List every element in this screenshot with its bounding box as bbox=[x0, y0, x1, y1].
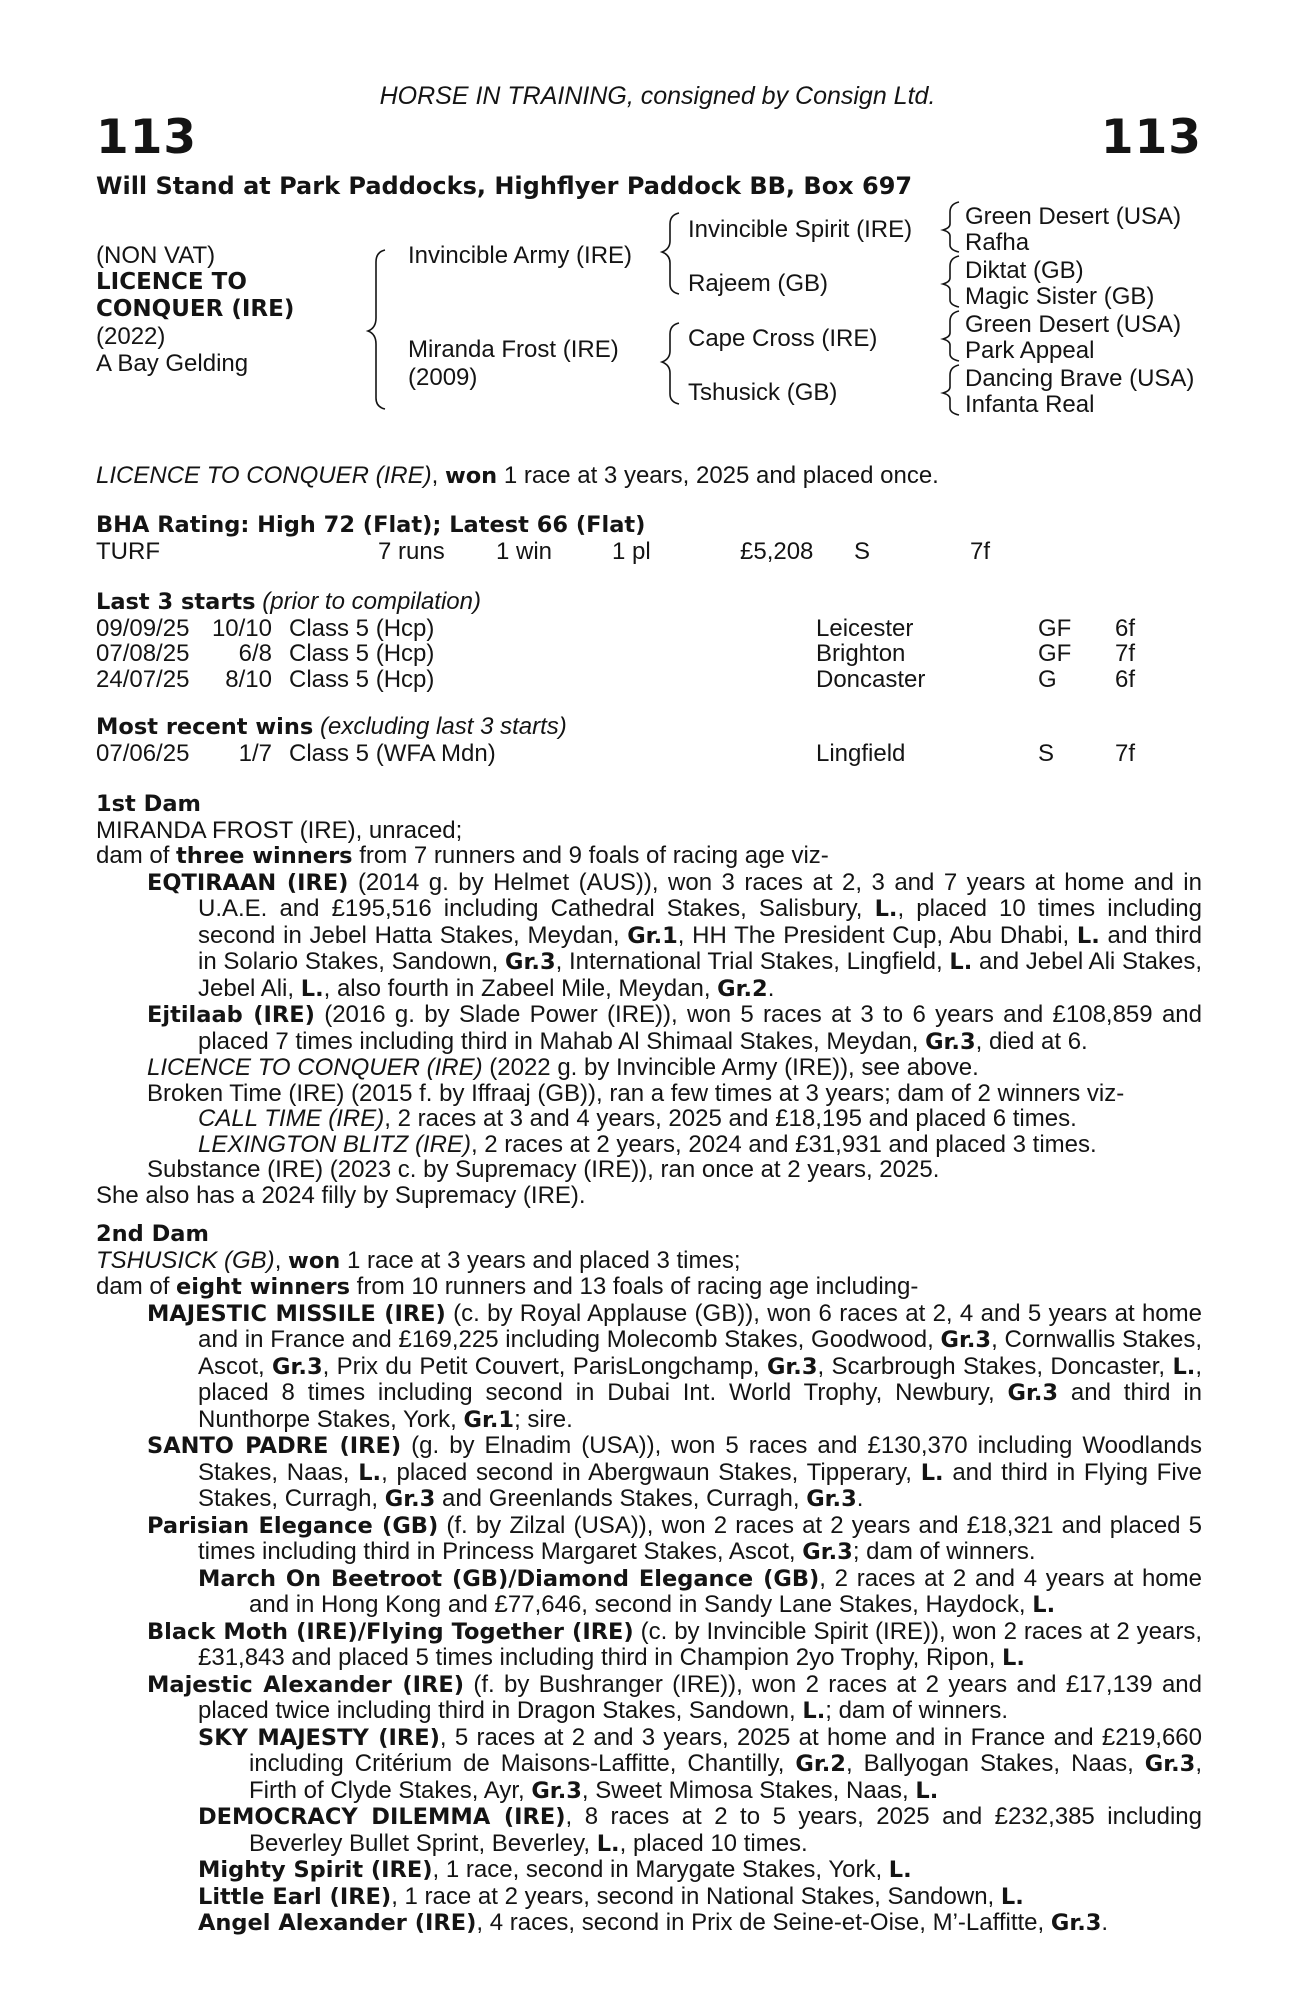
win-dist: 7f bbox=[1115, 739, 1136, 767]
win-date: 07/06/25 bbox=[96, 739, 190, 767]
summary-won: won bbox=[444, 463, 498, 489]
grandproduce-sky-majesty: SKY MAJESTY (IRE), 5 races at 2 and 3 years, 2025 at home and in France and £219,660 including Critérium de Maisons-Laffitte, Chantilly, Gr.2, Ballyogan Stakes, Naas, Gr.3, Firth of Clyde Stakes, Ayr, Gr.3, Sweet Mimosa Stakes, Naas, L. bbox=[198, 1723, 1203, 1804]
grandproduce-lexington: LEXINGTON BLITZ (IRE), 2 races at 2 years, 2024 and £31,931 and placed 3 times. bbox=[198, 1130, 1097, 1158]
win-course: Lingfield bbox=[816, 739, 906, 767]
second-dam-title: 2nd Dam bbox=[96, 1221, 209, 1247]
last-going: GF bbox=[1038, 614, 1072, 642]
produce-majestic-alexander: Majestic Alexander (IRE) (f. by Bushranger (IRE)), won 2 races at 2 years and £17,139 and placed twice including third in Dragon Stakes, Sandown, L.; dam of winners. bbox=[147, 1670, 1202, 1724]
ds-dam: Park Appeal bbox=[965, 337, 1095, 364]
last-course: Brighton bbox=[816, 640, 906, 667]
produce-ejtilaab: Ejtilaab (IRE) (2016 g. by Slade Power (IRE)), won 5 races at 3 to 6 years and £108,859 and placed 7 times including third in Mahab Al Shimaal Stakes, Meydan, Gr.3, died at 6. bbox=[147, 1001, 1203, 1055]
sire-name: Invincible Army (IRE) bbox=[408, 242, 633, 269]
last-race: Class 5 (Hcp) bbox=[289, 640, 435, 667]
sire-dam: Rajeem (GB) bbox=[688, 270, 829, 297]
summary-name: LICENCE TO CONQUER (IRE) bbox=[96, 462, 432, 489]
dam-dam: Tshusick (GB) bbox=[688, 379, 838, 406]
rating-title: BHA Rating: High 72 (Flat); Latest 66 (Flat) bbox=[96, 512, 646, 538]
produce-broken-time: Broken Time (IRE) (2015 f. by Iffraaj (GB)), ran a few times at 3 years; dam of 2 winners viz- bbox=[147, 1079, 1125, 1107]
last-date: 07/08/25 bbox=[96, 640, 190, 667]
last-going: GF bbox=[1038, 640, 1072, 667]
grandproduce-democracy-dilemma: DEMOCRACY DILEMMA (IRE), 8 races at 2 to 5 years, 2025 and £232,385 including Beverley Bullet Sprint, Beverley, L., placed 10 times. bbox=[198, 1803, 1203, 1857]
grandproduce-angel-alexander: Angel Alexander (IRE), 4 races, second in Prix de Seine-et-Oise, M’-Laffitte, Gr.3. bbox=[198, 1909, 1109, 1936]
grandproduce-mighty-spirit: Mighty Spirit (IRE), 1 race, second in Marygate Stakes, York, L. bbox=[198, 1856, 912, 1883]
horse-year: (2022) bbox=[96, 323, 166, 350]
last-pos: 8/10 bbox=[225, 665, 272, 693]
last-race: Class 5 (Hcp) bbox=[289, 614, 435, 642]
last-date: 09/09/25 bbox=[96, 614, 190, 642]
first-dam-title: 1st Dam bbox=[96, 791, 201, 817]
recent-wins-section: Most recent wins (excluding last 3 starts) 07/06/25 1/7 Class 5 (WFA Mdn) Lingfield S 7f bbox=[96, 714, 1202, 766]
stand-line: Will Stand at Park Paddocks, Highflyer Paddock BB, Box 697 bbox=[96, 172, 913, 200]
lot-number-left: 113 bbox=[96, 110, 198, 165]
last-dist: 7f bbox=[1115, 640, 1136, 667]
produce-2024-filly: She also has a 2024 filly by Supremacy (IRE). bbox=[96, 1181, 586, 1209]
consign-line: HORSE IN TRAINING, consigned by Consign Ltd. bbox=[379, 82, 936, 110]
lot-number-right: 113 bbox=[1100, 110, 1202, 165]
dd-sire: Dancing Brave (USA) bbox=[965, 365, 1195, 392]
ss-sire: Green Desert (USA) bbox=[965, 203, 1182, 230]
last-dist: 6f bbox=[1115, 614, 1136, 642]
recent-wins-rows bbox=[96, 741, 1202, 767]
ds-sire: Green Desert (USA) bbox=[965, 311, 1182, 338]
second-dam-section: 2nd Dam TSHUSICK (GB), won 1 race at 3 years and placed 3 times; dam of eight winners from 10 runners and 13 foals of racing age including- MAJESTIC MISSILE (IRE) (c. by Royal Applause (GB)), won 6 races at 2, 4 and 5 years at home and in France and £169,225 including Molecomb Stakes, Goodwood, Gr.3, Cornwallis Stakes, Ascot, Gr.3, Prix du Petit Couvert, ParisLongchamp, Gr.3, Scarbrough Stakes, Doncaster, L., placed 8 times including second in Dubai Int. World Trophy, Newbury, Gr.3 and third in Nunthorpe Stakes, York, Gr.1; sire. SANTO PADRE (IRE) (g. by Elnadim (USA)), won 5 races and £130,370 including Woodlands Stakes, Naas, L., placed second in Abergwaun Stakes, Tipperary, L. and third in Flying Five Stakes, Curragh, Gr.3 and Greenlands Stakes, Curragh, Gr.3. Parisian Elegance (GB) (f. by Zilzal (USA)), won 2 races at 2 years and £18,321 and placed 5 times including third in Princess Margaret Stakes, Ascot, Gr.3; dam of winners. March On Beetroot (GB)/Diamond Elegance (GB), 2 races at 2 and 4 years at home and in Hong Kong and £77,646, second in Sandy Lane Stakes, Haydock, L. Black Moth (IRE)/Flying Together (IRE) (c. by Invincible Spirit (IRE)), won 2 races at 2 years, £31,843 and placed 5 times including third in Champion 2yo Trophy, Ripon, L. Majestic Alexander (IRE) (f. by Bushranger (IRE)), won 2 races at 2 years and £17,139 and placed twice including third in Dragon Stakes, Sandown, L.; dam of winners. SKY MAJESTY (IRE), 5 races at 2 and 3 years, 2025 at home and in France and £219,660 including Critérium de Maisons-Laffitte, Chantilly, Gr.2, Ballyogan Stakes, Naas, Gr.3, Firth of Clyde Stakes, Ayr, Gr.3, Sweet Mimosa Stakes, Naas, L. DEMOCRACY DILEMMA (IRE), 8 races at 2 to 5 years, 2025 and £232,385 including Beverley Bullet Sprint, Beverley, L., placed 10 times. Mighty Spirit (IRE), 1 race, second in Marygate Stakes, York, L. Little Earl (IRE), 1 race at 2 years, second in National Stakes, Sandown, L. Angel Alexander (IRE), 4 races, second in Prix de Seine-et-Oise, M’-Laffitte, Gr.3. bbox=[96, 1221, 1203, 1936]
first-dam-section: 1st Dam MIRANDA FROST (IRE), unraced; dam of three winners from 7 runners and 9 foals of racing age viz- EQTIRAAN (IRE) (2014 g. by Helmet (AUS)), won 3 races at 2, 3 and 7 years at home and in U.A.E. and £195,516 including Cathedral Stakes, Salisbury, L., placed 10 times including second in Jebel Hatta Stakes, Meydan, Gr.1, HH The President Cup, Abu Dhabi, L. and third in Solario Stakes, Sandown, Gr.3, International Trial Stakes, Lingfield, L. and Jebel Ali Stakes, Jebel Ali, L., also fourth in Zabeel Mile, Meydan, Gr.2. Ejtilaab (IRE) (2016 g. by Slade Power (IRE)), won 5 races at 3 to 6 years and £108,859 and placed 7 times including third in Mahab Al Shimaal Stakes, Meydan, Gr.3, died at 6. LICENCE TO CONQUER (IRE) (2022 g. by Invincible Army (IRE)), see above. Broken Time (IRE) (2015 f. by Iffraaj (GB)), ran a few times at 3 years; dam of 2 winners viz- CALL TIME (IRE), 2 races at 3 and 4 years, 2025 and £18,195 and placed 6 times. LEXINGTON BLITZ (IRE), 2 races at 2 years, 2024 and £31,931 and placed 3 times. Substance (IRE) (2023 c. by Supremacy (IRE)), ran once at 2 years, 2025. She also has a 2024 filly by Supremacy (IRE). bbox=[96, 791, 1203, 1209]
win-pos: 1/7 bbox=[238, 739, 272, 767]
last-starts-title: Last 3 starts bbox=[96, 589, 256, 615]
sd-sire: Diktat (GB) bbox=[965, 257, 1084, 284]
dam-name: Miranda Frost (IRE) bbox=[408, 336, 619, 363]
last-starts-rows bbox=[96, 616, 1202, 693]
last-row bbox=[96, 641, 1202, 667]
grandproduce-call-time: CALL TIME (IRE), 2 races at 3 and 4 years, 2025 and £18,195 and placed 6 times. bbox=[198, 1105, 1077, 1132]
produce-majestic-missile: MAJESTIC MISSILE (IRE) (c. by Royal Applause (GB)), won 6 races at 2, 4 and 5 years at home and in France and £169,225 including Molecomb Stakes, Goodwood, Gr.3, Cornwallis Stakes, Ascot, Gr.3, Prix du Petit Couvert, ParisLongchamp, Gr.3, Scarbrough Stakes, Doncaster, L., placed 8 times including second in Dubai Int. World Trophy, Newbury, Gr.3 and third in Nunthorpe Stakes, York, Gr.1; sire. bbox=[147, 1299, 1203, 1433]
last-race: Class 5 (Hcp) bbox=[289, 665, 435, 693]
last-starts-section: Last 3 starts (prior to compilation) 09/09/25 10/10 Class 5 (Hcp) Leicester GF 6f 07/08/25 6/8 Class 5 (Hcp) Brighton GF 7f 24/07/25 8/10 Class 5 (Hcp) Doncaster G 6f bbox=[96, 589, 1202, 692]
last-pos: 6/8 bbox=[238, 640, 272, 667]
last-course: Doncaster bbox=[816, 665, 926, 693]
dam-year: (2009) bbox=[408, 364, 478, 391]
sire-sire: Invincible Spirit (IRE) bbox=[688, 216, 913, 243]
ss-dam: Rafha bbox=[965, 229, 1030, 256]
rating-section bbox=[96, 513, 1202, 564]
dam-sire: Cape Cross (IRE) bbox=[688, 325, 878, 352]
produce-licence: LICENCE TO CONQUER (IRE) (2022 g. by Invincible Army (IRE)), see above. bbox=[147, 1054, 979, 1081]
sd-dam: Magic Sister (GB) bbox=[965, 283, 1155, 310]
last-row bbox=[96, 616, 1202, 642]
grandproduce-march-on-beetroot: March On Beetroot (GB)/Diamond Elegance (GB), 2 races at 2 and 4 years at home and in Hong Kong and £77,646, second in Sandy Lane Stakes, Haydock, L. bbox=[198, 1564, 1202, 1618]
produce-black-moth: Black Moth (IRE)/Flying Together (IRE) (c. by Invincible Spirit (IRE)), won 2 races at 2 years, £31,843 and placed 5 times including third in Champion 2yo Trophy, Ripon, L. bbox=[147, 1617, 1202, 1671]
last-going: G bbox=[1038, 665, 1057, 693]
win-row bbox=[96, 741, 1202, 767]
horse-description: A Bay Gelding bbox=[96, 350, 249, 377]
horse-name-line2: CONQUER (IRE) bbox=[96, 296, 295, 322]
last-dist: 6f bbox=[1115, 665, 1136, 693]
produce-santo-padre: SANTO PADRE (IRE) (g. by Elnadim (USA)), won 5 races and £130,370 including Woodlands Stakes, Naas, L., placed second in Abergwaun Stakes, Tipperary, L. and third in Flying Five Stakes, Curragh, Gr.3 and Greenlands Stakes, Curragh, Gr.3. bbox=[147, 1432, 1203, 1512]
produce-eqtiraan: EQTIRAAN (IRE) (2014 g. by Helmet (AUS)), won 3 races at 2, 3 and 7 years at home and in U.A.E. and £195,516 including Cathedral Stakes, Salisbury, L., placed 10 times including second in Jebel Hatta Stakes, Meydan, Gr.1, HH The President Cup, Abu Dhabi, L. and third in Solario Stakes, Sandown, Gr.3, International Trial Stakes, Lingfield, L. and Jebel Ali Stakes, Jebel Ali, L., also fourth in Zabeel Mile, Meydan, Gr.2. bbox=[147, 868, 1202, 1002]
last-row bbox=[96, 667, 1202, 693]
horse-name-line1: LICENCE TO bbox=[96, 269, 247, 295]
rating-row: TURF 7 runs 1 win 1 pl £5,208 S 7f bbox=[96, 537, 991, 565]
last-pos: 10/10 bbox=[211, 614, 272, 642]
win-going: S bbox=[1038, 739, 1055, 767]
win-race: Class 5 (WFA Mdn) bbox=[289, 739, 496, 767]
last-date: 24/07/25 bbox=[96, 665, 190, 693]
grandproduce-little-earl: Little Earl (IRE), 1 race at 2 years, second in National Stakes, Sandown, L. bbox=[198, 1882, 1024, 1910]
dd-dam: Infanta Real bbox=[965, 391, 1095, 418]
produce-parisian-elegance: Parisian Elegance (GB) (f. by Zilzal (USA)), won 2 races at 2 years and £18,321 and placed 5 times including third in Princess Margaret Stakes, Ascot, Gr.3; dam of winners. bbox=[147, 1511, 1203, 1565]
produce-substance: Substance (IRE) (2023 c. by Supremacy (IRE)), ran once at 2 years, 2025. bbox=[147, 1156, 940, 1183]
last-course: Leicester bbox=[816, 614, 914, 642]
vat-status: (NON VAT) bbox=[96, 242, 216, 269]
recent-wins-title: Most recent wins bbox=[96, 714, 314, 740]
race-summary: LICENCE TO CONQUER (IRE), won 1 race at 3 years, 2025 and placed once. bbox=[96, 462, 939, 489]
